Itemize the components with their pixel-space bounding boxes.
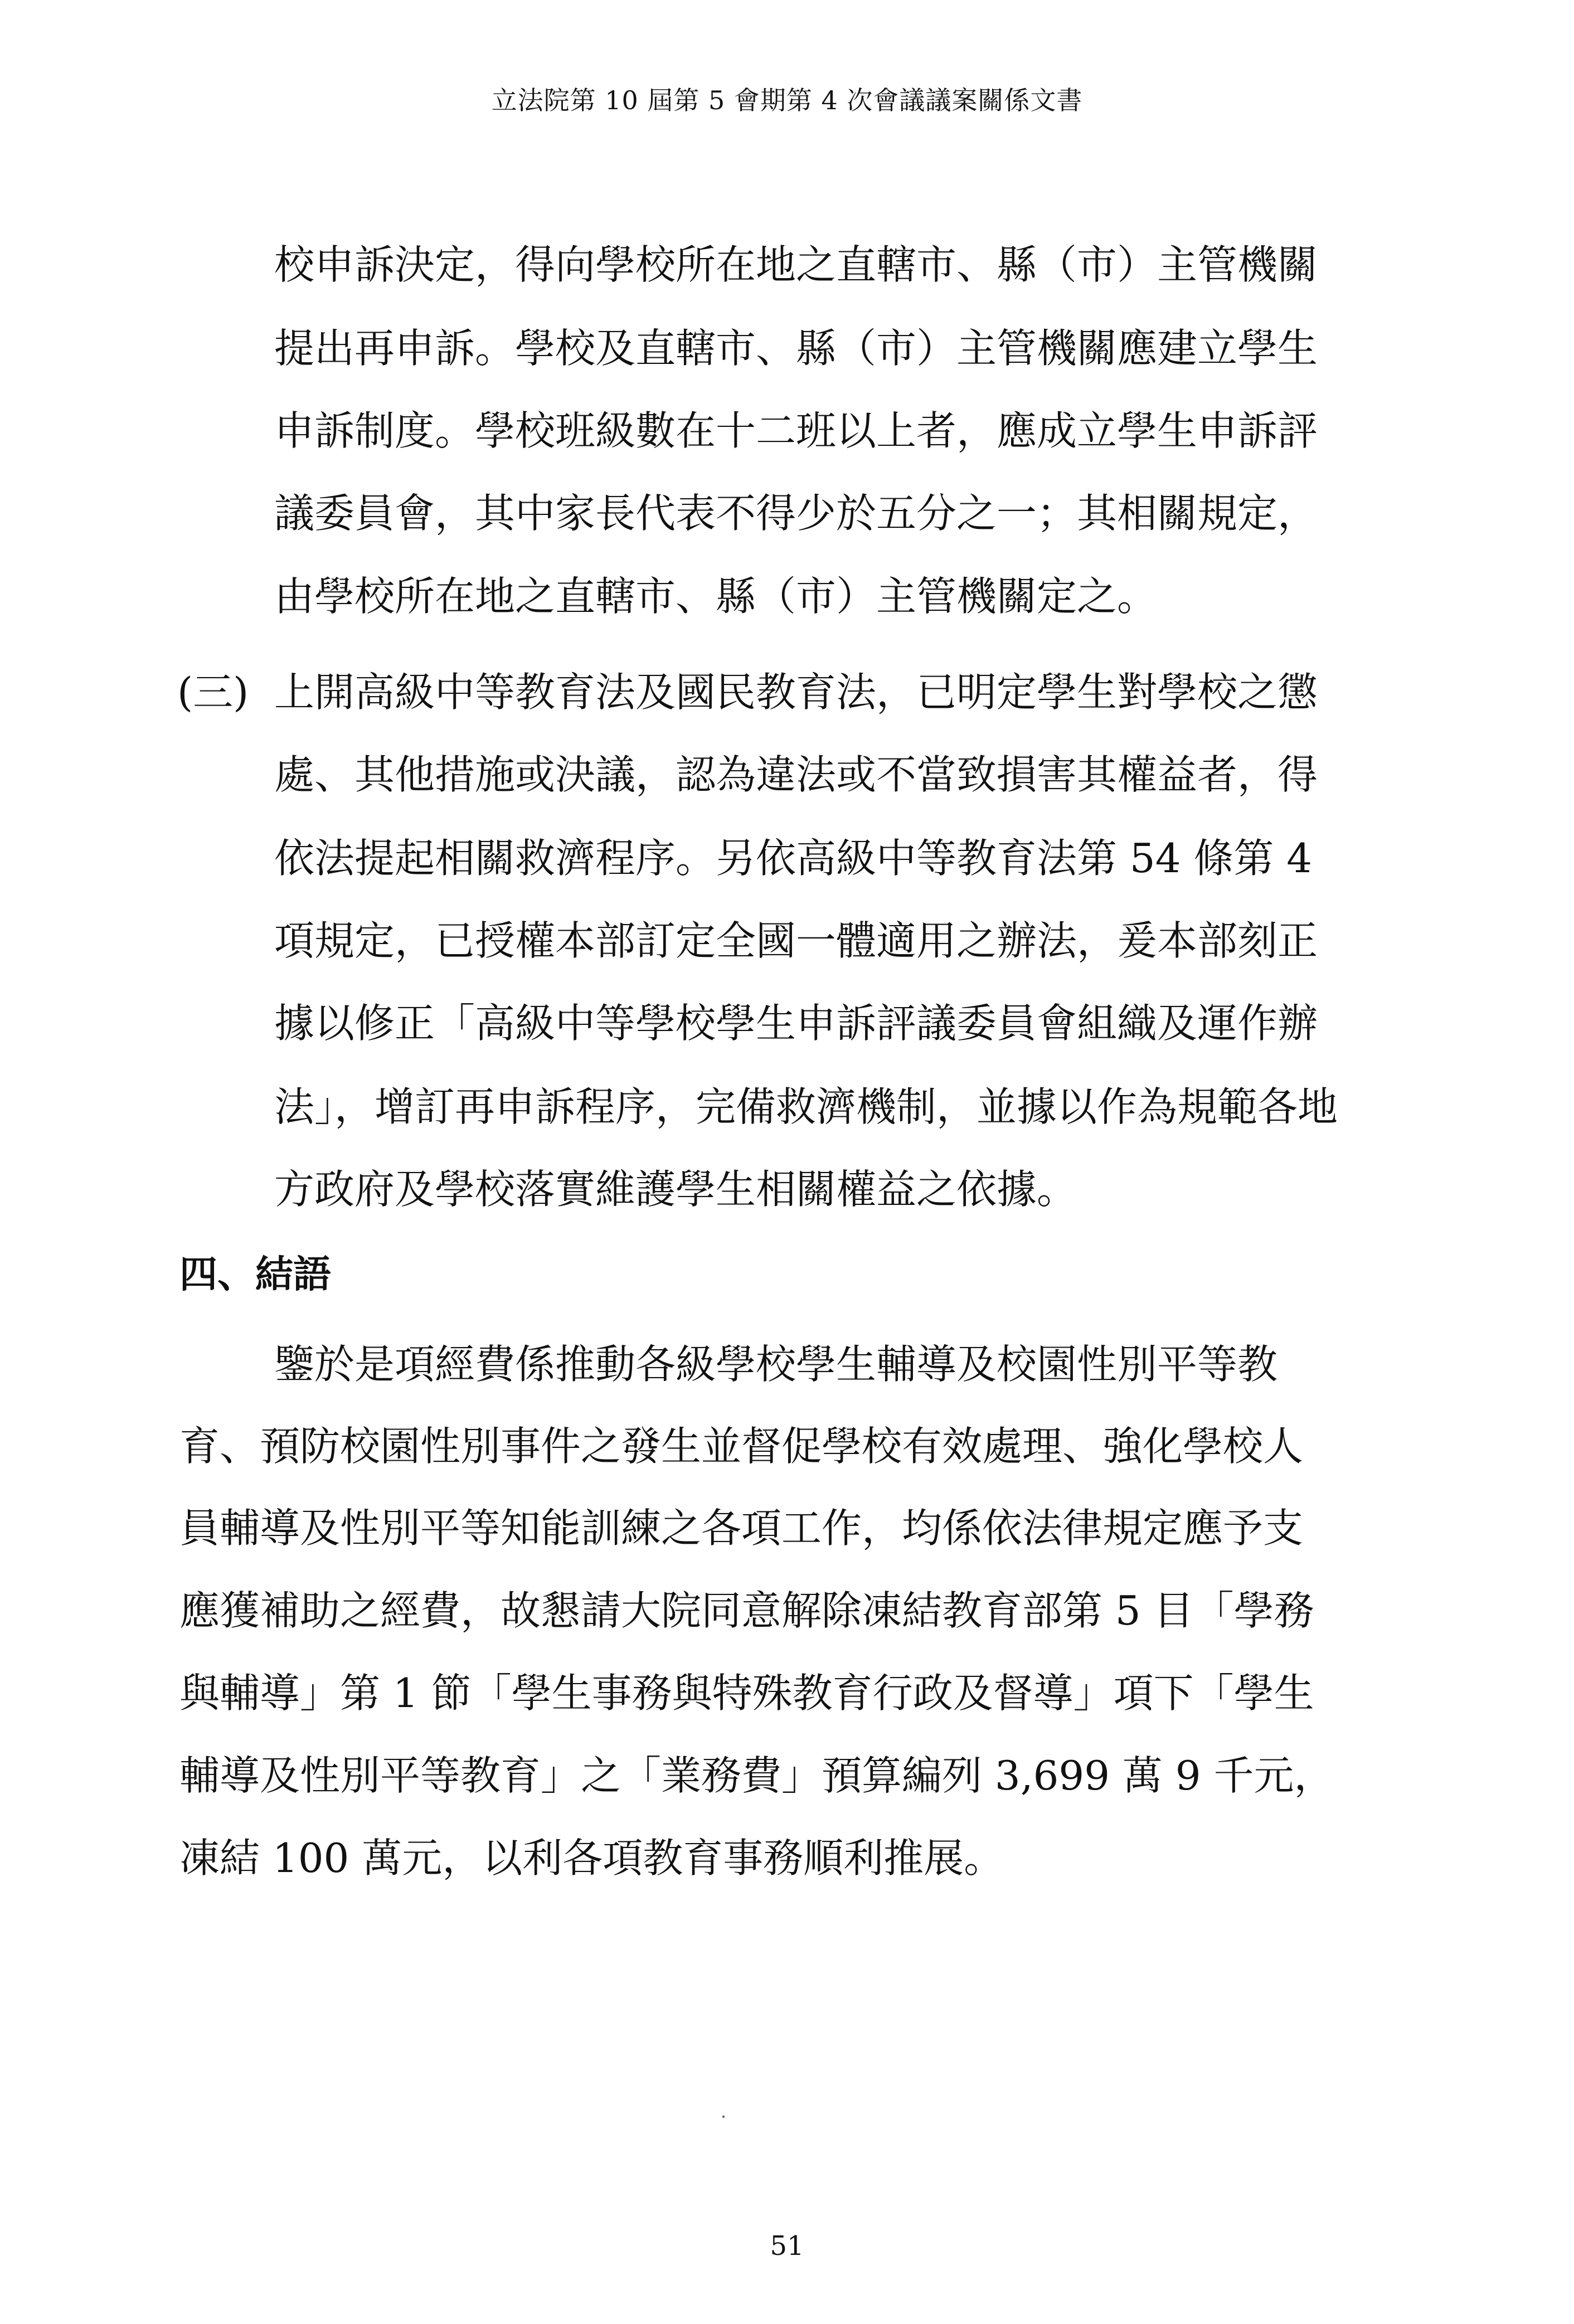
paragraph-line: 據以修正「高級中等學校學生申訴評議委員會組織及運作辦 — [274, 1000, 1318, 1047]
paragraph-line: 與輔導」第 1 節「學生事務與特殊教育行政及督導」項下「學生 — [179, 1670, 1314, 1717]
paragraph-line: 輔導及性別平等教育」之「業務費」預算編列 3,699 萬 9 千元， — [179, 1752, 1334, 1799]
item-label: (三) — [177, 669, 249, 716]
paragraph-line: 由學校所在地之直轄市、縣（市）主管機關定之。 — [274, 573, 1158, 620]
paragraph-line: 員輔導及性別平等知能訓練之各項工作，均係依法律規定應予支 — [179, 1505, 1304, 1552]
paragraph-line: 法」，增訂再申訴程序，完備救濟機制，並據以作為規範各地 — [274, 1083, 1338, 1130]
paragraph-line: 項規定，已授權本部訂定全國一體適用之辦法，爰本部刻正 — [274, 917, 1318, 964]
paragraph-line: 鑒於是項經費係推動各級學校學生輔導及校園性別平等教 — [274, 1341, 1278, 1388]
paragraph-line: 議委員會，其中家長代表不得少於五分之一；其相關規定， — [274, 490, 1318, 537]
page-number: 51 — [770, 2230, 804, 2262]
paragraph-line: 應獲補助之經費，故懇請大院同意解除凍結教育部第 5 目「學務 — [179, 1587, 1314, 1634]
paragraph-line: 提出再申訴。學校及直轄市、縣（市）主管機關應建立學生 — [274, 325, 1318, 372]
paragraph-line: 處、其他措施或決議，認為違法或不當致損害其權益者，得 — [274, 751, 1318, 798]
paragraph-line: 校申訴決定，得向學校所在地之直轄市、縣（市）主管機關 — [274, 241, 1318, 288]
paragraph-line: 申訴制度。學校班級數在十二班以上者，應成立學生申訴評 — [274, 407, 1318, 454]
paragraph-line: 依法提起相關救濟程序。另依高級中等教育法第 54 條第 4 — [274, 835, 1313, 882]
scan-speck — [722, 2116, 725, 2118]
document-header: 立法院第 10 屆第 5 會期第 4 次會議議案關係文書 — [491, 85, 1083, 115]
paragraph-line: 凍結 100 萬元，以利各項教育事務順利推展。 — [179, 1835, 1004, 1881]
section-heading: 四、結語 — [179, 1252, 332, 1297]
paragraph-line: 方政府及學校落實維護學生相關權益之依據。 — [274, 1166, 1077, 1213]
paragraph-line: 育、預防校園性別事件之發生並督促學校有效處理、強化學校人 — [179, 1423, 1304, 1470]
paragraph-line: 上開高級中等教育法及國民教育法，已明定學生對學校之懲 — [274, 669, 1318, 716]
